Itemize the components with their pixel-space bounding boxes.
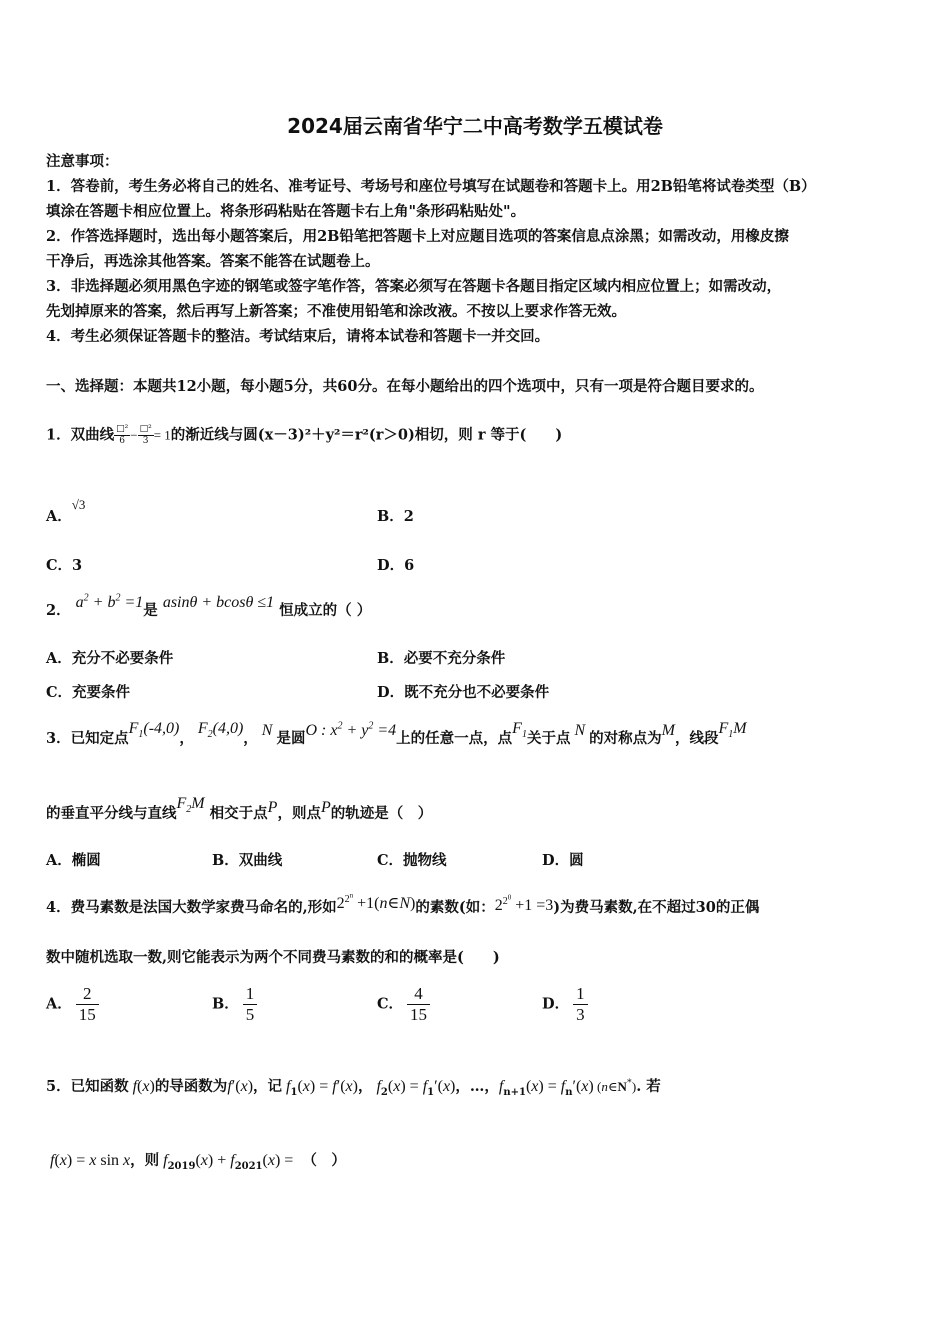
q4-fraction-d bbox=[573, 984, 588, 1025]
q3-text: ， bbox=[243, 730, 258, 747]
numerator: 1 bbox=[573, 984, 588, 1005]
q2-option-c: C．充要条件 bbox=[46, 684, 131, 701]
q3-text: ，线段 bbox=[674, 730, 719, 747]
q3-text: 相交于点 bbox=[209, 805, 268, 822]
q1-option-d: D．6 bbox=[377, 557, 415, 574]
option-label: A． bbox=[46, 995, 72, 1013]
option-label: A． bbox=[46, 508, 72, 525]
q3-text: 的对称点为 bbox=[589, 730, 662, 747]
q1-fraction-y: □² 3 bbox=[139, 424, 152, 446]
q2-option-b: B．必要不充分条件 bbox=[377, 650, 506, 667]
page-title: 2024届云南省华宁二中高考数学五模试卷 bbox=[287, 114, 663, 138]
q3-text: 关于点 bbox=[526, 730, 571, 747]
q1-option-c: C．3 bbox=[46, 557, 83, 574]
q4-fraction-b bbox=[243, 984, 258, 1025]
denominator: 3 bbox=[576, 1005, 585, 1024]
notice-line: 2．作答选择题时，选出每小题答案后，用2B铅笔把答题卡上对应题目选项的答案信息点涂黑；如需改动，用橡皮擦 bbox=[46, 228, 789, 245]
q1-option-b: B．2 bbox=[377, 508, 414, 525]
q4-text: 4．费马素数是法国大数学家费马命名的,形如 bbox=[46, 899, 337, 916]
option-label: B． bbox=[212, 995, 239, 1013]
q5-text: （ ） bbox=[302, 1152, 346, 1169]
q3-text: 上的任意一点，点 bbox=[396, 730, 513, 747]
notice-line: 干净后，再选涂其他答案。答案不能答在试题卷上。 bbox=[46, 253, 380, 270]
question-4-line-2: 数中随机选取一数,则它能表示为两个不同费马素数的和的概率是( ) bbox=[46, 949, 500, 966]
q3-text: 的轨迹是（ ） bbox=[330, 805, 433, 822]
q2-text: 2． bbox=[46, 602, 71, 619]
q4-option-b bbox=[212, 984, 261, 1025]
numerator: 2 bbox=[76, 984, 99, 1005]
q3-option-b: B．双曲线 bbox=[212, 852, 283, 869]
q2-option-a: A．充分不必要条件 bbox=[46, 650, 174, 667]
q1-text: 的渐近线与圆(x－3)²＋y²＝r²(r＞0)相切，则 r 等于( ) bbox=[170, 426, 563, 444]
numerator: 4 bbox=[407, 984, 430, 1005]
q5-text: ，记 bbox=[253, 1078, 283, 1095]
q2-option-d: D．既不充分也不必要条件 bbox=[377, 684, 550, 701]
numerator: 1 bbox=[243, 984, 258, 1005]
q3-text: ， bbox=[179, 730, 194, 747]
option-label: D． bbox=[542, 995, 570, 1013]
notice-line: 填涂在答题卡相应位置上。将条形码粘贴在答题卡右上角"条形码粘贴处"。 bbox=[46, 203, 526, 220]
question-1: 1．双曲线 □² 6 − □² 3 = 1的渐近线与圆(x－3)²＋y²＝r²(r＞0)相切，则 r 等于( ) bbox=[46, 424, 563, 446]
option-label: C． bbox=[377, 995, 404, 1013]
q1-fraction-x: □² 6 bbox=[116, 424, 129, 446]
q4-fraction-a bbox=[76, 984, 99, 1025]
denominator: 5 bbox=[245, 1005, 255, 1024]
notice-heading: 注意事项： bbox=[46, 153, 119, 170]
question-4: 4．费马素数是法国大数学家费马命名的,形如$2^{2^n}$ +1(n∈N)的素数(如：$2^{2^0} +1 =3$)为费马素数,在不超过30的正偶 bbox=[46, 891, 760, 916]
option-value: √3 bbox=[71, 497, 86, 512]
q4-text: 的素数(如： bbox=[415, 899, 495, 916]
notice-line: 3．非选择题必须用黑色字迹的钢笔或签字笔作答，答案必须写在答题卡各题目指定区域内相应位置上；如需改动， bbox=[46, 278, 782, 295]
q3-text: 是圆 bbox=[276, 730, 306, 747]
question-3-line-2: 的垂直平分线与直线$F_2M$ 相交于点P，则点P的轨迹是（ ） bbox=[46, 795, 433, 822]
q3-option-c: C．抛物线 bbox=[377, 852, 447, 869]
notice-line: 1．答卷前，考生务必将自己的姓名、准考证号、考场号和座位号填写在试题卷和答题卡上。用2B铅笔将试卷类型（B） bbox=[46, 178, 816, 195]
denominator: 15 bbox=[410, 1005, 428, 1024]
q5-text: . 若 bbox=[636, 1078, 661, 1095]
q5-text: ，则 bbox=[130, 1152, 160, 1169]
q5-text: ，…， bbox=[455, 1078, 499, 1095]
q2-text: 恒成立的（ ） bbox=[279, 602, 372, 619]
q3-option-a: A．椭圆 bbox=[46, 852, 101, 869]
denominator: 15 bbox=[78, 1005, 96, 1024]
q1-option-a bbox=[46, 497, 86, 528]
q3-option-d: D．圆 bbox=[542, 852, 584, 869]
q4-text: )为费马素数,在不超过30的正偶 bbox=[553, 899, 760, 916]
q4-option-a bbox=[46, 984, 103, 1025]
question-5-line-2: f(x) = x sin x，则 $f_{2019}(x) + f_{2021}(x)$ = （ ） bbox=[50, 1152, 346, 1172]
question-2: 2． $a^2 + b^2 =1$是 asinθ + bcosθ ≤1 恒成立的（ ） bbox=[46, 592, 372, 619]
q2-text: 是 bbox=[143, 602, 158, 619]
question-5: 5．已知函数 f(x)的导函数为f′(x)，记 $f_1(x) = f'(x)$， $f_2(x) = f_1'(x)$，…，$f_{n+1}(x) = f_n'(x)$ (n∈N*). 若 bbox=[46, 1077, 661, 1098]
notice-line: 4．考生必须保证答题卡的整洁。考试结束后，请将本试卷和答题卡一并交回。 bbox=[46, 328, 550, 345]
q4-fraction-c bbox=[407, 984, 430, 1025]
q3-text: ，则点 bbox=[277, 805, 321, 822]
q5-text: ， bbox=[357, 1078, 373, 1095]
q5-text: 5．已知函数 bbox=[46, 1078, 129, 1095]
q1-text: 1．双曲线 bbox=[46, 426, 115, 444]
notice-line: 先划掉原来的答案，然后再写上新答案；不准使用铅笔和涂改液。不按以上要求作答无效。 bbox=[46, 303, 626, 320]
question-3: 3．已知定点$F_1(-4,0)$， $F_2(4,0)$， N 是圆O : $x^2 + y^2 =4$上的任意一点，点$F_1$关于点 N 的对称点为M，线段$F_1M$ bbox=[46, 720, 747, 747]
q5-text: 的导函数为 bbox=[154, 1078, 228, 1095]
q3-text: 3．已知定点 bbox=[46, 730, 129, 747]
section-heading: 一、选择题：本题共12小题，每小题5分，共60分。在每小题给出的四个选项中，只有一项是符合题目要求的。 bbox=[46, 378, 764, 395]
q4-option-c bbox=[377, 984, 434, 1025]
q4-option-d bbox=[542, 984, 592, 1025]
q3-text: 的垂直平分线与直线 bbox=[46, 805, 177, 822]
